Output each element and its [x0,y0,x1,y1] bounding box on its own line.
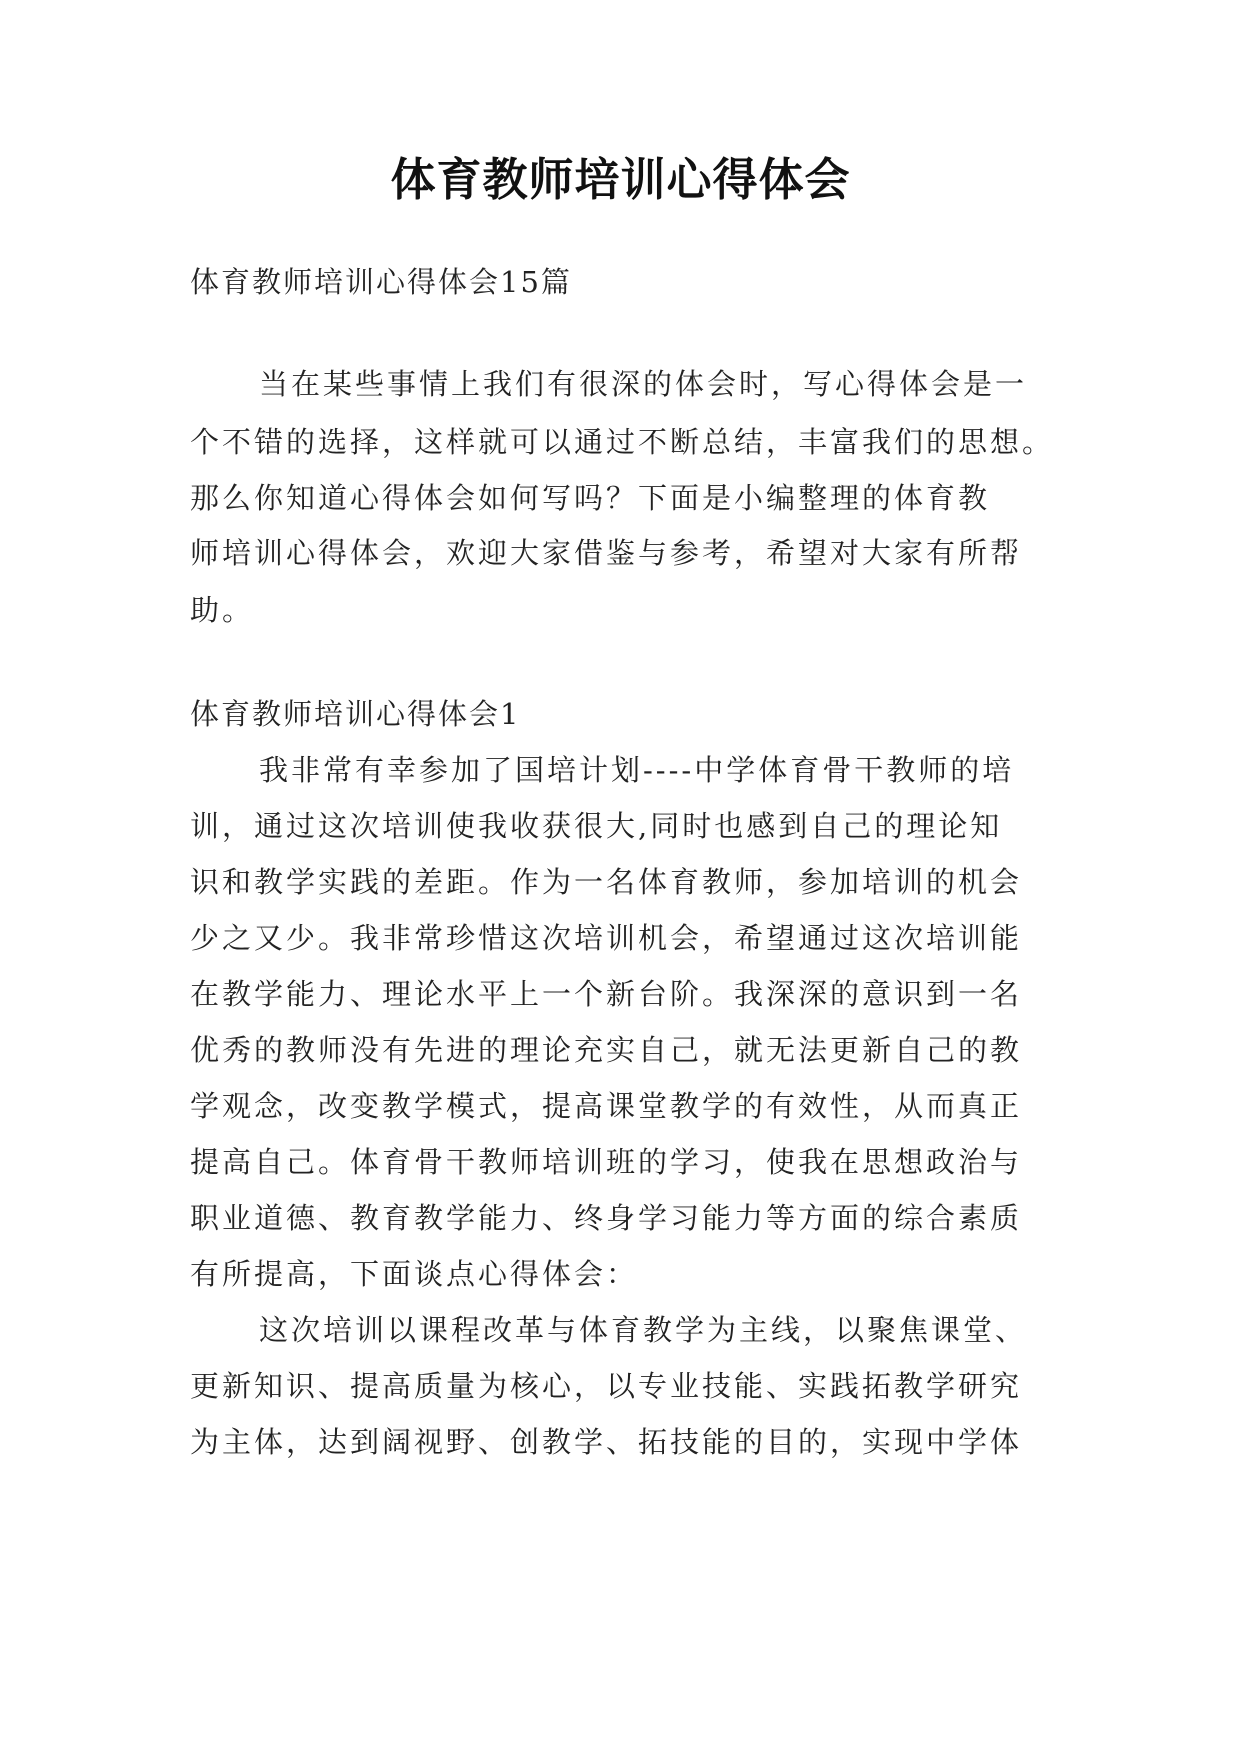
body-line: 提高自己。体育骨干教师培训班的学习，使我在思想政治与 [190,1145,1023,1179]
body-line: 有所提高，下面谈点心得体会： [190,1257,639,1291]
body-line: 训，通过这次培训使我收获很大,同时也感到自己的理论知 [190,809,1003,843]
body-line: 在教学能力、理论水平上一个新台阶。我深深的意识到一名 [190,977,1023,1011]
body-line: 少之又少。我非常珍惜这次培训机会，希望通过这次培训能 [190,921,1023,955]
document-subtitle: 体育教师培训心得体会15篇 [190,265,572,299]
body-line: 为主体，达到阔视野、创教学、拓技能的目的，实现中学体 [190,1425,1023,1459]
intro-line: 个不错的选择，这样就可以通过不断总结，丰富我们的思想。 [190,425,1055,459]
body-line: 识和教学实践的差距。作为一名体育教师，参加培训的机会 [190,865,1023,899]
body-line: 这次培训以课程改革与体育教学为主线，以聚焦课堂、 [259,1313,1028,1347]
document-title: 体育教师培训心得体会 [390,153,851,206]
intro-line: 师培训心得体会，欢迎大家借鉴与参考，希望对大家有所帮 [190,536,1023,570]
body-line: 学观念，改变教学模式，提高课堂教学的有效性，从而真正 [190,1089,1023,1123]
body-line: 职业道德、教育教学能力、终身学习能力等方面的综合素质 [190,1201,1023,1235]
body-line: 优秀的教师没有先进的理论充实自己，就无法更新自己的教 [190,1033,1023,1067]
intro-line: 那么你知道心得体会如何写吗？下面是小编整理的体育教 [190,481,991,515]
body-line: 我非常有幸参加了国培计划----中学体育骨干教师的培 [259,753,1015,787]
section-heading: 体育教师培训心得体会1 [190,697,521,731]
body-line: 更新知识、提高质量为核心，以专业技能、实践拓教学研究 [190,1369,1023,1403]
intro-line: 当在某些事情上我们有很深的体会时，写心得体会是一 [259,367,1028,401]
intro-line: 助。 [190,593,255,627]
